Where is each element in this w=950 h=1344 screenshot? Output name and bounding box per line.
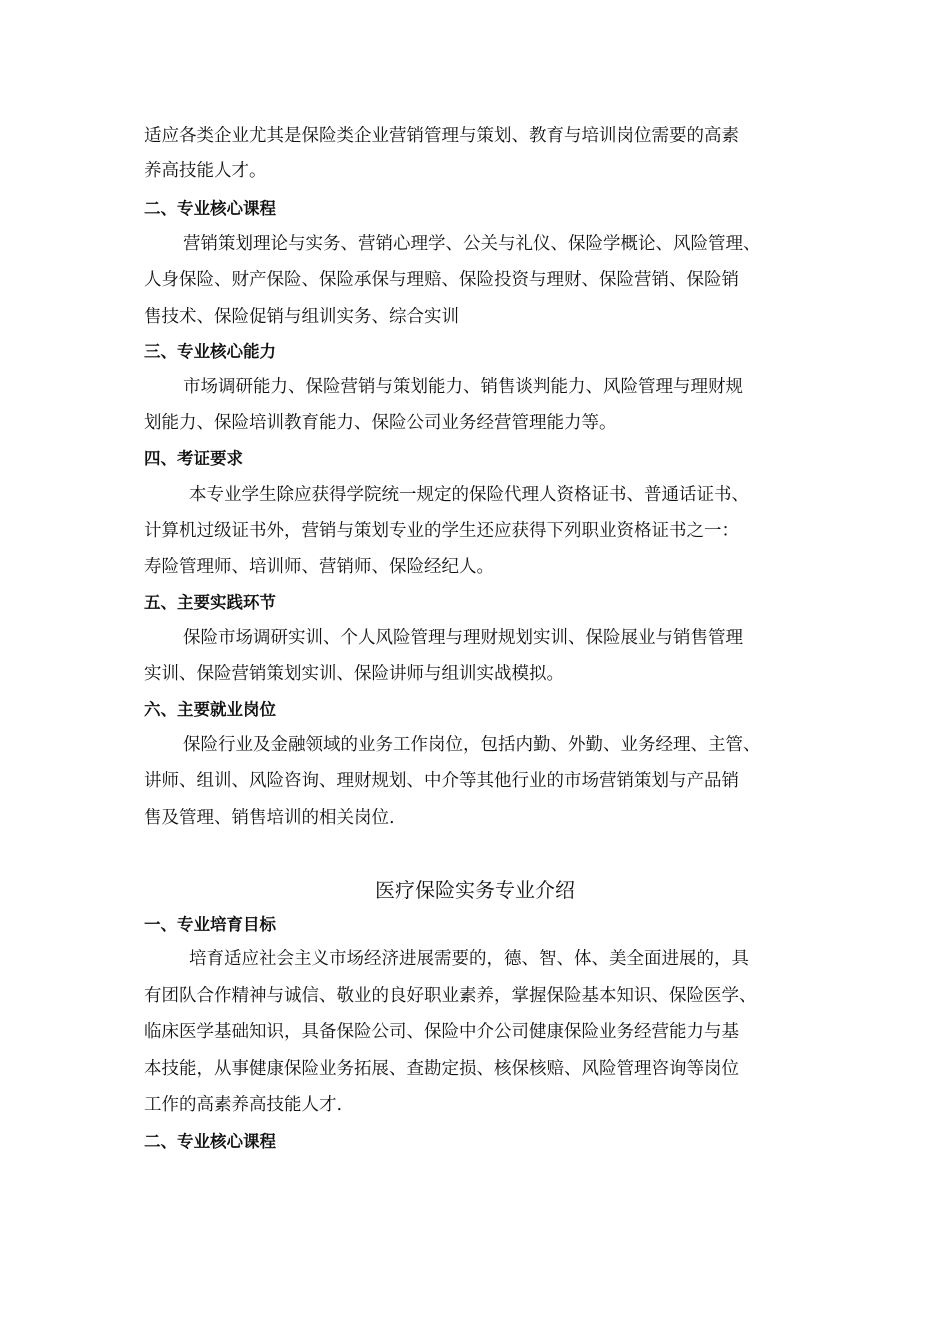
paragraph-line: 养高技能人才。 — [144, 161, 267, 181]
paragraph-line: 市场调研能力、保险营销与策划能力、销售谈判能力、风险管理与理财规 — [183, 377, 743, 397]
paragraph-line: 售技术、保险促销与组训实务、综合实训 — [144, 307, 459, 327]
paragraph-line: 有团队合作精神与诚信、敬业的良好职业素养，掌握保险基本知识、保险医学、 — [144, 986, 757, 1006]
paragraph-line: 实训、保险营销策划实训、保险讲师与组训实战模拟。 — [144, 664, 564, 684]
section-heading: 三、专业核心能力 — [144, 342, 276, 361]
section-heading: 二、专业核心课程 — [144, 1132, 276, 1151]
paragraph-line: 售及管理、销售培训的相关岗位. — [144, 808, 395, 828]
paragraph-line: 营销策划理论与实务、营销心理学、公关与礼仪、保险学概论、风险管理、 — [183, 234, 761, 254]
paragraph-line: 计算机过级证书外，营销与策划专业的学生还应获得下列职业资格证书之一： — [144, 521, 739, 541]
section-heading: 六、主要就业岗位 — [144, 700, 276, 719]
section-heading: 二、专业核心课程 — [144, 199, 276, 218]
paragraph-line: 划能力、保险培训教育能力、保险公司业务经营管理能力等。 — [144, 413, 617, 433]
paragraph-line: 本专业学生除应获得学院统一规定的保险代理人资格证书、普通话证书、 — [189, 485, 749, 505]
page-title: 医疗保险实务专业介绍 — [375, 878, 575, 902]
paragraph-line: 人身保险、财产保险、保险承保与理赔、保险投资与理财、保险营销、保险销 — [144, 270, 739, 290]
paragraph-line: 保险市场调研实训、个人风险管理与理财规划实训、保险展业与销售管理 — [183, 628, 743, 648]
section-heading: 四、考证要求 — [144, 449, 243, 468]
paragraph-line: 讲师、组训、风险咨询、理财规划、中介等其他行业的市场营销策划与产品销 — [144, 771, 739, 791]
section-heading: 五、主要实践环节 — [144, 593, 276, 612]
paragraph-line: 保险行业及金融领域的业务工作岗位，包括内勤、外勤、业务经理、主管、 — [183, 735, 761, 755]
paragraph-line: 培育适应社会主义市场经济进展需要的，德、智、体、美全面进展的，具 — [189, 949, 749, 969]
paragraph-line: 临床医学基础知识，具备保险公司、保险中介公司健康保险业务经营能力与基 — [144, 1022, 739, 1042]
paragraph-line: 寿险管理师、培训师、营销师、保险经纪人。 — [144, 557, 494, 577]
section-heading: 一、专业培育目标 — [144, 915, 276, 934]
paragraph-line: 适应各类企业尤其是保险类企业营销管理与策划、教育与培训岗位需要的高素 — [144, 126, 739, 146]
paragraph-line: 工作的高素养高技能人才. — [144, 1095, 343, 1115]
paragraph-line: 本技能，从事健康保险业务拓展、查勘定损、核保核赔、风险管理咨询等岗位 — [144, 1059, 739, 1079]
